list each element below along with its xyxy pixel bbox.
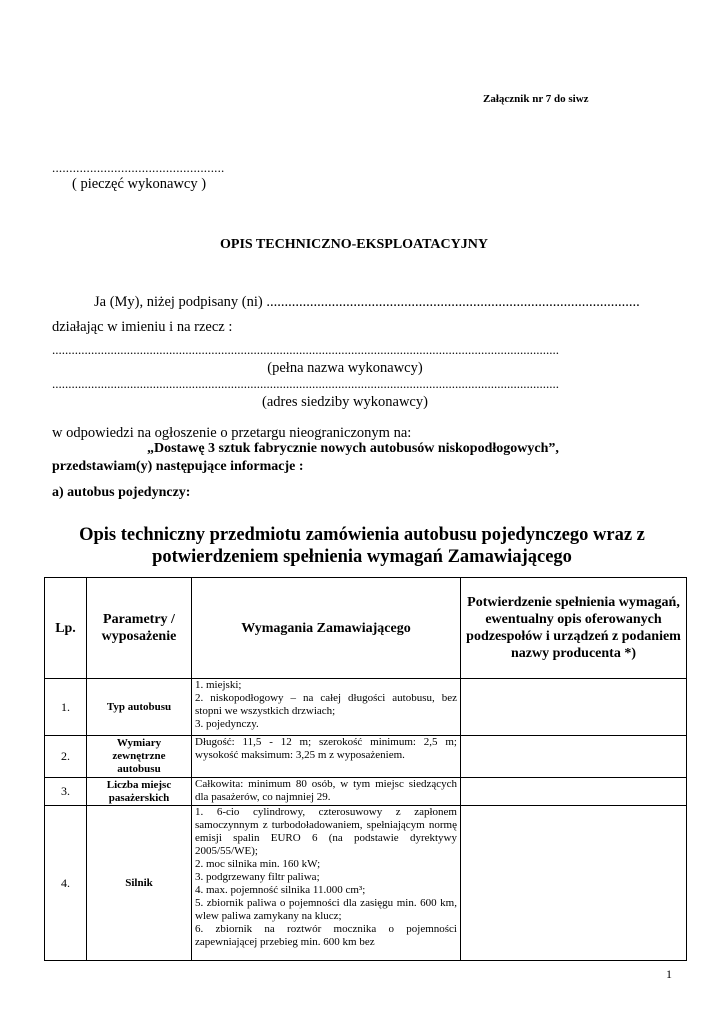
document-title: OPIS TECHNICZNO-EKSPLOATACYJNY xyxy=(220,237,488,252)
requirement-line: 6. zbiornik na roztwór mocznika o pojemności zapewniającej przebieg min. 600 km bez xyxy=(195,923,457,948)
row-requirements xyxy=(192,806,461,961)
acting-on-behalf-line: działając w imieniu i na rzecz : xyxy=(52,319,233,335)
requirement-line: 3. podgrzewany filtr paliwa; xyxy=(195,871,320,883)
annex-label: Załącznik nr 7 do siwz xyxy=(483,93,589,105)
presenting-info-line: przedstawiam(y) następujące informacje : xyxy=(52,459,304,474)
declaration-line: Ja (My), niżej podpisany (ni) ....................................................................................................... xyxy=(94,294,640,310)
row-lp: 1. xyxy=(45,679,87,736)
tender-subject: „Dostawę 3 sztuk fabrycznie nowych autobusów niskopodłogowych”, xyxy=(147,441,559,456)
requirement-line: Długość: 11,5 - 12 m; szerokość minimum: 2,5 m; wysokość maksimum: 3,25 m z wyposażeniem. xyxy=(195,736,457,761)
seal-label: ( pieczęć wykonawcy ) xyxy=(72,176,207,192)
row-param: Liczba miejsc pasażerskich xyxy=(87,778,192,806)
requirement-line: Całkowita: minimum 80 osób, w tym miejsc siedzących dla pasażerów, co najmniej 29. xyxy=(195,778,457,803)
page-number: 1 xyxy=(666,967,672,981)
header-lp: Lp. xyxy=(45,578,87,679)
contractor-address-label: (adres siedziby wykonawcy) xyxy=(262,394,428,410)
bus-type-heading: a) autobus pojedynczy: xyxy=(52,485,191,500)
section-title: Opis techniczny przedmiotu zamówienia autobusu pojedynczego wraz z potwierdzeniem spełnienia wymagań Zamawiającego xyxy=(79,525,645,567)
seal-dotted-line: .................................................. xyxy=(52,160,225,175)
tender-response-line: w odpowiedzi na ogłoszenie o przetargu nieograniczonym na: xyxy=(52,425,412,441)
row-requirements xyxy=(192,679,461,736)
requirement-line: 2. moc silnika min. 160 kW; xyxy=(195,858,321,870)
row-confirmation-cell[interactable] xyxy=(461,679,687,736)
row-confirmation-cell[interactable] xyxy=(461,736,687,778)
requirement-line: 5. zbiornik paliwa o pojemności dla zasięgu min. 600 km, wlew paliwa zamykany na klucz; xyxy=(195,897,457,922)
row-param: Typ autobusu xyxy=(87,679,192,736)
spec-table xyxy=(44,577,687,961)
table-row xyxy=(45,679,687,736)
requirement-line: 1. 6-cio cylindrowy, czterosuwowy z zapłonem samoczynnym z turbodoładowaniem, spełniającym normę emisji spalin EURO 6 (na podstawie dyrektywy 2005/55/WE); xyxy=(195,806,457,857)
table-row xyxy=(45,736,687,778)
row-requirements xyxy=(192,736,461,778)
requirement-line: 4. max. pojemność silnika 11.000 cm³; xyxy=(195,884,366,896)
contractor-address-dotted-line: ............................................................................................................................................................ xyxy=(52,376,559,391)
row-param: Silnik xyxy=(87,806,192,961)
row-requirements xyxy=(192,778,461,806)
contractor-name-dotted-line: ............................................................................................................................................................ xyxy=(52,342,559,357)
row-confirmation-cell[interactable] xyxy=(461,806,687,961)
row-lp: 3. xyxy=(45,778,87,806)
header-requirements: Wymagania Zamawiającego xyxy=(192,578,461,679)
row-confirmation-cell[interactable] xyxy=(461,778,687,806)
requirement-line: 1. miejski; xyxy=(195,679,242,691)
header-confirmation: Potwierdzenie spełnienia wymagań, ewentualny opis oferowanych podzespołów i urządzeń z podaniem nazwy producenta *) xyxy=(461,578,687,679)
table-row xyxy=(45,778,687,806)
table-header-row xyxy=(45,578,687,679)
requirement-line: 2. niskopodłogowy – na całej długości autobusu, bez stopni we wszystkich drzwiach; xyxy=(195,692,457,717)
row-lp: 2. xyxy=(45,736,87,778)
row-param: Wymiary zewnętrzne autobusu xyxy=(87,736,192,778)
contractor-name-label: (pełna nazwa wykonawcy) xyxy=(267,360,423,376)
header-params: Parametry / wyposażenie xyxy=(87,578,192,679)
table-row xyxy=(45,806,687,961)
row-lp: 4. xyxy=(45,806,87,961)
requirement-line: 3. pojedynczy. xyxy=(195,718,259,730)
